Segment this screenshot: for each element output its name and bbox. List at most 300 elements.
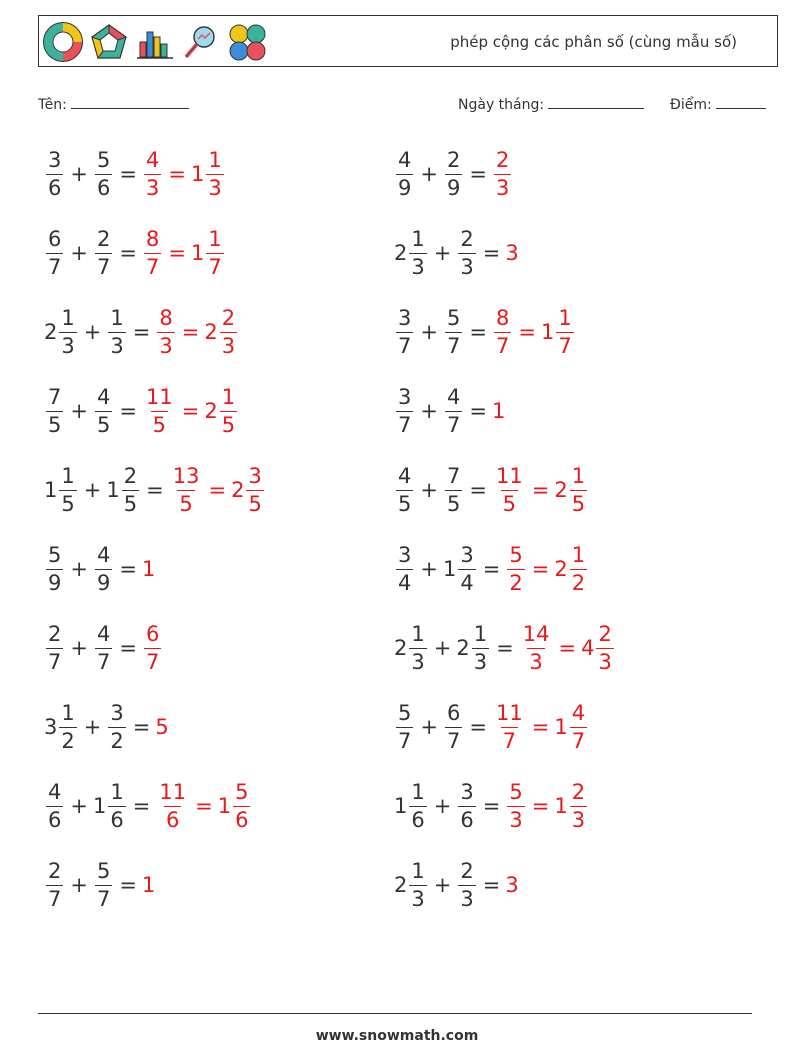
mixed-number [581,621,616,674]
name-label: Tên: [38,97,67,113]
whole-part: 1 [394,794,408,818]
numerator: 11 [159,779,187,804]
numerator: 7 [48,384,62,409]
fraction [142,621,163,674]
fraction-stack [157,779,188,832]
equals-sign: = [558,636,577,660]
fraction-stack [206,147,223,200]
denominator: 3 [460,254,474,279]
fraction-stack [95,384,112,437]
fraction [155,779,190,832]
fraction [456,226,477,279]
answer [492,305,576,358]
whole-part: 1 [190,162,205,186]
fraction-stack [246,463,263,516]
fraction [505,542,526,595]
problem-9 [44,457,266,523]
answer [142,147,226,200]
fraction-stack [396,147,413,200]
equals-sign: = [208,478,227,502]
numerator: 3 [398,542,412,567]
whole-number: 3 [505,873,519,897]
numerator: 3 [110,700,124,725]
mixed-number [106,463,141,516]
equals-sign: = [181,399,200,423]
numerator: 4 [398,463,412,488]
answer [142,226,226,279]
fraction [44,621,65,674]
denominator: 5 [221,412,236,437]
numerator: 1 [571,542,586,567]
equals-sign: = [119,557,137,581]
fraction-stack [206,226,223,279]
whole-part: 4 [581,636,595,660]
denominator: 7 [398,728,412,753]
fraction-stack [458,226,475,279]
numerator: 1 [208,226,222,251]
fraction-stack [494,463,525,516]
denominator: 5 [61,491,75,516]
fraction-stack [46,226,63,279]
plus-sign: + [83,320,102,344]
answer [142,384,239,437]
numerator: 2 [123,463,138,488]
numerator: 1 [571,463,586,488]
answer [142,873,155,897]
denominator: 7 [398,333,412,358]
equals-sign: = [119,636,137,660]
numerator: 2 [221,305,236,330]
fraction [93,226,114,279]
whole-part: 1 [106,478,120,502]
equals-sign: = [469,320,487,344]
denominator: 2 [61,728,75,753]
equals-sign: = [195,794,213,818]
fraction-stack [144,621,161,674]
denominator: 7 [96,649,111,674]
numerator: 5 [96,858,111,883]
plus-sign: + [420,320,438,344]
numerator: 2 [598,621,612,646]
numerator: 1 [110,779,124,804]
denominator: 3 [571,807,586,832]
whole-number: 1 [141,557,156,581]
denominator: 7 [96,254,111,279]
numerator: 3 [398,305,412,330]
fraction-stack [472,621,489,674]
fraction [44,542,65,595]
numerator: 8 [159,305,173,330]
plus-sign: + [433,794,452,818]
fraction-stack [396,700,413,753]
donut-chart-icon [43,22,83,62]
fraction-stack [95,147,112,200]
fraction [106,700,127,753]
problem-15 [44,694,169,760]
answer [492,147,513,200]
equals-sign: = [482,873,501,897]
denominator: 7 [48,886,62,911]
fraction-stack [445,463,462,516]
denominator: 3 [411,254,425,279]
logo-row [43,21,267,63]
whole-part: 2 [44,320,58,344]
numerator: 1 [411,621,425,646]
fraction-stack [59,305,76,358]
fraction-stack [521,621,552,674]
answer [492,399,505,423]
fraction-stack [144,147,161,200]
problem-18 [394,773,589,839]
numerator: 1 [110,305,124,330]
fraction-stack [59,463,76,516]
denominator: 3 [221,333,236,358]
denominator: 5 [248,491,262,516]
numerator: 4 [48,779,62,804]
plus-sign: + [70,241,88,265]
whole-number: 1 [491,399,506,423]
plus-sign: + [420,715,438,739]
denominator: 5 [398,491,412,516]
mixed-number [204,305,239,358]
numerator: 4 [398,147,412,172]
denominator: 5 [48,412,62,437]
equals-sign: = [518,320,536,344]
mixed-number [204,384,239,437]
denominator: 2 [509,570,523,595]
answer [169,463,266,516]
denominator: 3 [411,886,425,911]
mixed-number [554,779,589,832]
mixed-number [554,463,589,516]
numerator: 1 [208,147,222,172]
denominator: 6 [166,807,180,832]
fraction [443,305,464,358]
fraction-stack [59,700,76,753]
answer [492,700,589,753]
problem-11 [44,536,155,602]
fraction [93,858,114,911]
numerator: 3 [460,779,474,804]
mixed-number [190,226,226,279]
fraction-stack [95,621,112,674]
fraction [44,147,65,200]
mixed-number [554,700,589,753]
denominator: 6 [411,807,425,832]
numerator: 3 [48,147,62,172]
name-field [38,94,189,113]
equals-sign: = [119,399,137,423]
mixed-number [231,463,266,516]
fraction-stack [171,463,202,516]
fraction-stack [220,384,237,437]
denominator: 7 [48,649,62,674]
problem-20 [394,852,519,918]
denominator: 7 [208,254,222,279]
fraction-stack [396,463,413,516]
denominator: 7 [96,886,111,911]
whole-part: 3 [44,715,58,739]
plus-sign: + [70,636,88,660]
fraction-stack [144,384,175,437]
fraction [142,226,163,279]
denominator: 5 [152,412,167,437]
denominator: 3 [495,175,510,200]
mixed-number [394,621,429,674]
fraction-stack [108,779,125,832]
denominator: 2 [110,728,124,753]
denominator: 6 [110,807,124,832]
plus-sign: + [83,478,102,502]
whole-part: 2 [456,636,470,660]
fraction-stack [144,226,161,279]
numerator: 11 [145,384,173,409]
fraction [394,463,415,516]
denominator: 7 [502,728,517,753]
fraction [169,463,204,516]
fraction-stack [458,779,475,832]
fraction [44,226,65,279]
whole-part: 1 [442,557,457,581]
numerator: 6 [48,226,62,251]
fraction [106,305,127,358]
numerator: 2 [48,621,62,646]
fraction [155,305,176,358]
denominator: 5 [502,491,517,516]
fraction [394,542,415,595]
equals-sign: = [168,241,186,265]
answer [492,463,589,516]
numerator: 8 [495,305,510,330]
numerator: 2 [446,147,461,172]
numerator: 3 [248,463,262,488]
fraction-stack [445,147,462,200]
fraction [519,621,554,674]
fraction-stack [409,858,426,911]
denominator: 7 [398,412,412,437]
fraction-stack [458,542,475,595]
answer [155,779,252,832]
plus-sign: + [420,557,438,581]
numerator: 4 [571,700,586,725]
mixed-number [442,542,478,595]
denominator: 7 [558,333,572,358]
equals-sign: = [119,873,137,897]
fraction-stack [596,621,613,674]
fraction-stack [46,779,63,832]
plus-sign: + [433,241,452,265]
denominator: 9 [96,570,111,595]
whole-part: 1 [217,794,232,818]
problem-12 [394,536,589,602]
answer [142,621,163,674]
whole-part: 2 [394,873,408,897]
mixed-number [394,226,429,279]
whole-number: 3 [505,241,519,265]
fraction [44,779,65,832]
numerator: 4 [96,384,111,409]
numerator: 5 [509,779,523,804]
numerator: 5 [509,542,523,567]
answer [155,305,239,358]
denominator: 7 [48,254,62,279]
numerator: 8 [145,226,160,251]
numerator: 4 [96,542,111,567]
denominator: 9 [48,570,62,595]
equals-sign: = [482,557,501,581]
problem-1 [44,141,226,207]
mixed-number [394,779,429,832]
fraction [505,779,526,832]
mixed-number [44,305,79,358]
plus-sign: + [70,399,88,423]
numerator: 1 [473,621,488,646]
denominator: 5 [571,491,586,516]
fraction-stack [507,542,524,595]
problem-16 [394,694,589,760]
fraction [142,384,177,437]
mixed-number [44,700,79,753]
fraction-stack [556,305,573,358]
fraction-stack [46,858,63,911]
plus-sign: + [420,162,438,186]
denominator: 5 [179,491,193,516]
whole-part: 1 [44,478,58,502]
plus-sign: + [433,636,452,660]
equals-sign: = [146,478,164,502]
fraction-stack [445,700,462,753]
equals-sign: = [119,241,137,265]
fraction-stack [445,384,462,437]
equals-sign: = [168,162,186,186]
problem-5 [44,299,239,365]
plus-sign: + [420,478,438,502]
equals-sign: = [469,162,487,186]
fraction-stack [95,542,112,595]
numerator: 4 [96,621,111,646]
denominator: 3 [509,807,523,832]
answer [505,241,518,265]
numerator: 6 [145,621,160,646]
fraction [443,384,464,437]
denominator: 3 [110,333,124,358]
fraction [394,147,415,200]
whole-part: 2 [394,636,408,660]
numerator: 3 [460,542,474,567]
problem-8 [394,378,505,444]
whole-part: 2 [204,399,218,423]
numerator: 11 [495,463,523,488]
numerator: 5 [398,700,412,725]
fraction [456,779,477,832]
mixed-number [540,305,576,358]
fraction [443,147,464,200]
mixed-number [44,463,79,516]
worksheet-title: phép cộng các phân số (cùng mẫu số) [450,33,737,51]
fraction [492,463,527,516]
fraction [394,305,415,358]
equals-sign: = [132,320,151,344]
denominator: 6 [48,807,62,832]
pentagon-chart-icon [89,22,129,62]
problem-19 [44,852,155,918]
fraction-stack [396,542,413,595]
denominator: 6 [48,175,62,200]
whole-part: 2 [554,557,568,581]
denominator: 6 [460,807,474,832]
fraction [443,700,464,753]
fraction [44,858,65,911]
denominator: 3 [411,649,425,674]
fraction [394,384,415,437]
fraction-stack [108,700,125,753]
whole-part: 1 [554,794,568,818]
numerator: 5 [235,779,249,804]
date-blank [548,94,644,109]
denominator: 5 [446,491,461,516]
bar-chart-icon [135,22,175,62]
equals-sign: = [469,715,487,739]
equals-sign: = [531,715,550,739]
fraction [93,384,114,437]
denominator: 3 [529,649,543,674]
magnifier-icon [181,22,221,62]
fraction [93,621,114,674]
numerator: 7 [446,463,461,488]
whole-part: 1 [554,715,568,739]
numerator: 1 [221,384,236,409]
equals-sign: = [119,162,137,186]
whole-part: 2 [554,478,568,502]
answer [519,621,616,674]
denominator: 3 [61,333,75,358]
fraction-stack [494,700,525,753]
fraction-stack [570,542,587,595]
numerator: 3 [398,384,412,409]
denominator: 7 [446,412,461,437]
mixed-number [217,779,253,832]
problem-13 [44,615,163,681]
numerator: 6 [446,700,461,725]
fraction-stack [494,305,511,358]
numerator: 2 [495,147,510,172]
denominator: 6 [96,175,111,200]
denominator: 3 [208,175,222,200]
numerator: 2 [48,858,62,883]
problem-6 [394,299,576,365]
fraction-stack [445,305,462,358]
fraction-stack [494,147,511,200]
denominator: 5 [96,412,111,437]
fraction-stack [458,858,475,911]
numerator: 1 [61,463,75,488]
numerator: 4 [145,147,160,172]
denominator: 7 [571,728,586,753]
footer-site: www.snowmath.com [315,1028,479,1044]
fraction [456,858,477,911]
fraction-stack [46,542,63,595]
equals-sign: = [469,399,487,423]
answer [142,557,155,581]
problem-10 [394,457,589,523]
denominator: 3 [159,333,173,358]
numerator: 5 [96,147,111,172]
fraction [93,542,114,595]
fraction-stack [507,779,524,832]
problem-17 [44,773,252,839]
plus-sign: + [70,557,88,581]
equals-sign: = [531,557,550,581]
